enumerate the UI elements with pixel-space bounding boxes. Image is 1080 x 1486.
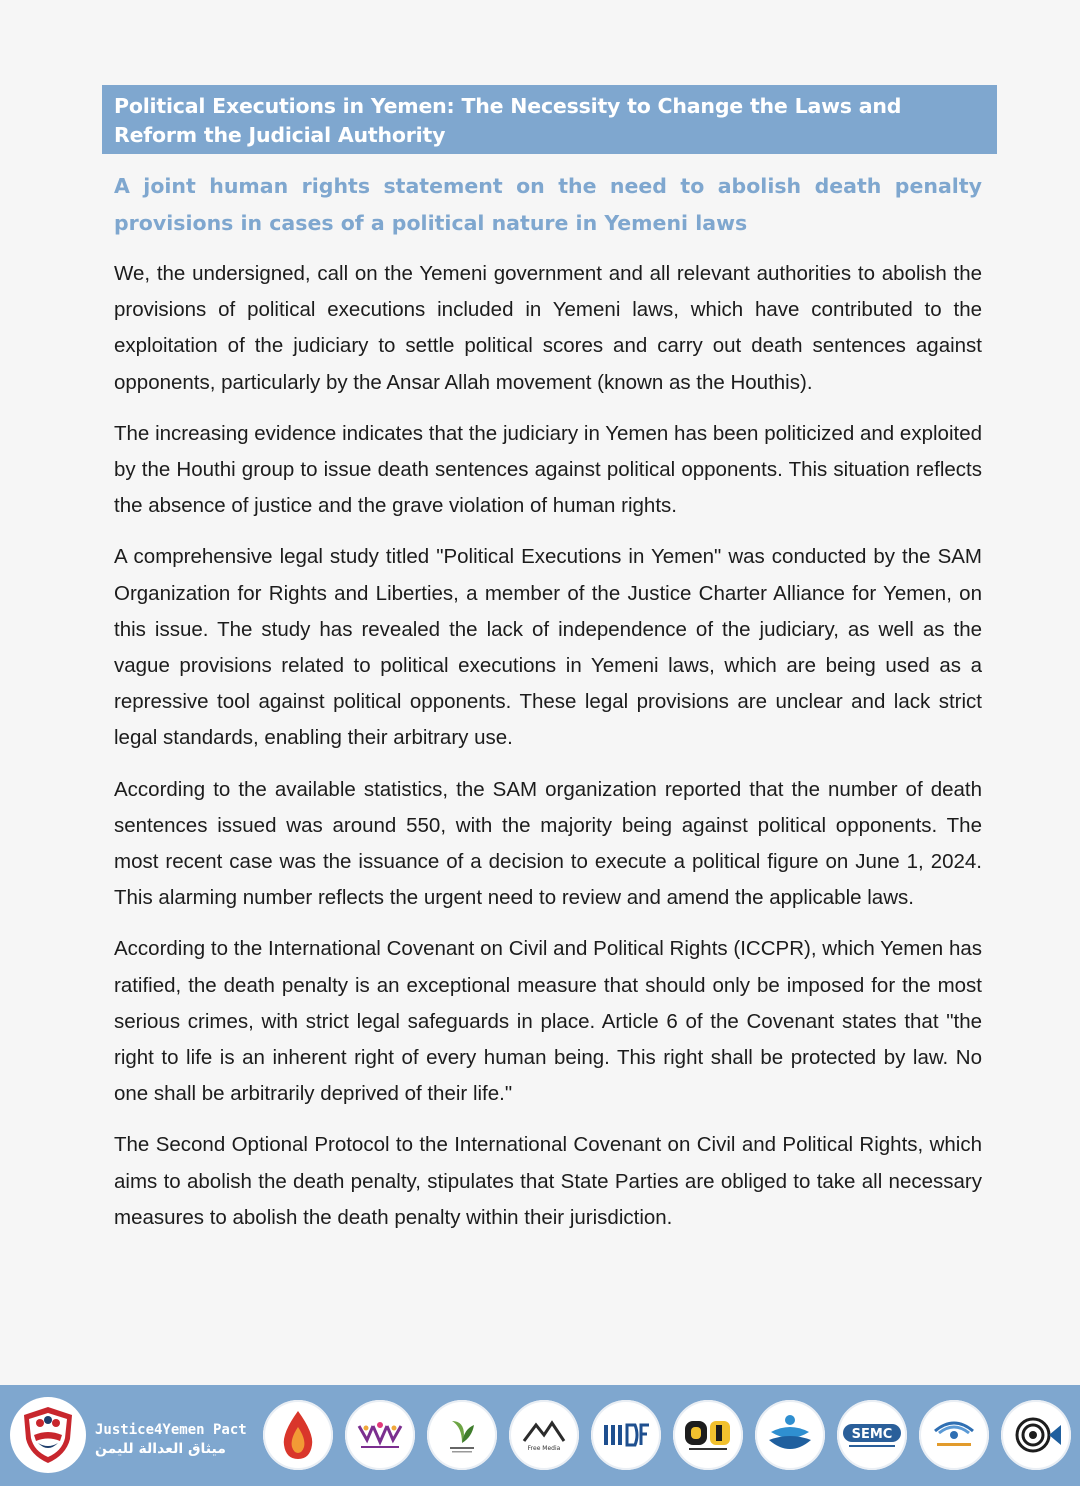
watch-eye-logo-icon [919, 1400, 989, 1470]
paragraph: The increasing evidence indicates that the judiciary in Yemen has been politicized and exploited by the Houthi group to issue death sentences against political opponents. This situation reflects the absence of justice and the grave violation of human rights. [114, 421, 982, 518]
document-body [114, 256, 982, 1251]
brand-name-english: Justice4Yemen Pact [95, 1422, 247, 1438]
mdf-logo-icon [591, 1400, 661, 1470]
sprout-logo-icon [427, 1400, 497, 1470]
paragraph: We, the undersigned, call on the Yemeni government and all relevant authorities to abolish the provisions of political executions included in Yemeni laws, which have contributed to the exploitation of the judiciary to settle political scores and carry out death sentences against opponents, particularly by the Ansar Allah movement (known as the Houthis). [114, 262, 982, 394]
brand-name [95, 1421, 247, 1459]
ai-logo-icon [673, 1400, 743, 1470]
title-banner [102, 85, 997, 154]
document-subtitle: A joint human rights statement on the need to abolish death penalty provisions in cases of a political nature in Yemeni laws [114, 174, 982, 235]
paragraph: According to the International Covenant on Civil and Political Rights (ICCPR), which Yemen has ratified, the death penalty is an exceptional measure that should only be imposed for the most serious crimes, with strict legal safeguards in place. Article 6 of the Covenant states that "the right to life is an inherent right of every human being. This right shall be protected by law. No one shall be arbitrarily deprived of their life." [114, 937, 982, 1106]
free-media-caption: Free Media [527, 1444, 561, 1452]
svg-text:SEMC: SEMC [851, 1427, 893, 1442]
flame-drop-logo-icon [263, 1400, 333, 1470]
footer-logo-strip [0, 1385, 1080, 1486]
document-title: Political Executions in Yemen: The Necessity to Change the Laws and Reform the Judicial Authority [114, 94, 902, 147]
free-media-logo-icon [509, 1400, 579, 1470]
paragraph: The Second Optional Protocol to the International Covenant on Civil and Political Rights, which aims to abolish the death penalty, stipulates that State Parties are obliged to take all necessary measures to abolish the death penalty within their jurisdiction. [114, 1133, 982, 1229]
hands-logo-icon [345, 1400, 415, 1470]
semc-logo-icon [837, 1400, 907, 1470]
fish-eye-logo-icon [1001, 1400, 1071, 1470]
paragraph: A comprehensive legal study titled "Political Executions in Yemen" was conducted by the SAM Organization for Rights and Liberties, a member of the Justice Charter Alliance for Yemen, on this issue. The study has revealed the lack of independence of the judiciary, as well as the vague provisions related to political executions in Yemeni laws, which are being used as a repressive tool against political opponents. These legal provisions are unclear and lack strict legal standards, enabling their arbitrary use. [114, 545, 982, 750]
brand-name-arabic: ميثاق العدالة لليمن [95, 1441, 226, 1457]
paragraph: According to the available statistics, the SAM organization reported that the number of death sentences issued was around 550, with the majority being against political opponents. The most recent case was the issuance of a decision to execute a political figure on June 1, 2024. This alarming number reflects the urgent need to review and amend the applicable laws. [114, 777, 982, 910]
book-hands-logo-icon [755, 1400, 825, 1470]
justice4yemen-logo-icon [10, 1397, 86, 1473]
